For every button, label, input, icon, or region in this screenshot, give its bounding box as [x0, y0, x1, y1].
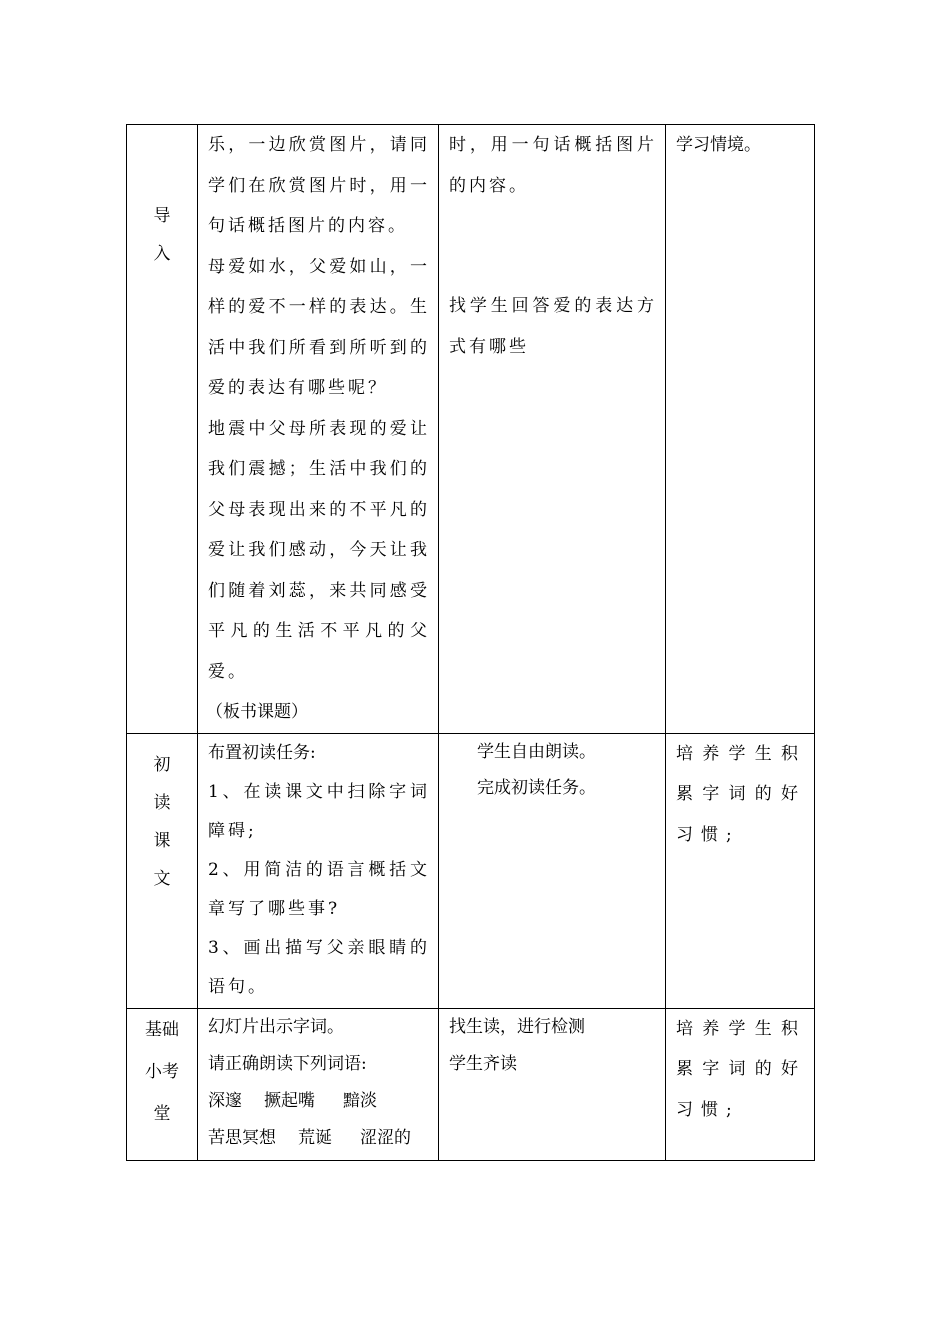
purpose-cell	[666, 1008, 815, 1160]
teacher-paragraph: 3、画出描写父亲眼睛的语句。	[208, 937, 430, 997]
student-paragraph: 时，用一句话概括图片的内容。	[449, 135, 657, 196]
vocabulary-word: 撅起嘴	[264, 1090, 315, 1111]
purpose-cell	[666, 125, 815, 734]
vocabulary-word: 苦思冥想	[208, 1127, 276, 1148]
teacher-paragraph: 1、在读课文中扫除字词障碍;	[208, 781, 430, 841]
stage-label: 文	[153, 868, 171, 889]
teacher-activity-cell	[198, 125, 439, 734]
student-activity-cell	[439, 733, 666, 1008]
stage-label: 小考	[145, 1061, 179, 1082]
student-activity-cell	[439, 1008, 666, 1160]
student-paragraph: 学生齐读	[449, 1053, 517, 1074]
stage-label: 入	[153, 244, 171, 264]
stage-cell	[127, 1008, 198, 1160]
student-paragraph: 完成初读任务。	[477, 777, 596, 798]
teacher-paragraph: 幻灯片出示字词。	[208, 1016, 344, 1037]
purpose-text: 培养学生积累字词的好习惯;	[676, 1018, 806, 1120]
teacher-activity-cell	[198, 733, 439, 1008]
stage-cell	[127, 733, 198, 1008]
stage-label: 读	[153, 792, 171, 813]
student-paragraph: 找生读，进行检测	[449, 1016, 585, 1037]
student-activity-cell	[439, 125, 666, 734]
purpose-cell	[666, 733, 815, 1008]
student-paragraph: 找学生回答爱的表达方式有哪些	[449, 296, 657, 357]
teacher-activity-cell	[198, 1008, 439, 1160]
vocabulary-word: 黯淡	[343, 1090, 377, 1111]
teacher-paragraph: 2、用简洁的语言概括文章写了哪些事?	[208, 859, 430, 919]
stage-label: 课	[153, 830, 171, 851]
teacher-paragraph: 乐，一边欣赏图片，请同学们在欣赏图片时，用一句话概括图片的内容。	[208, 135, 430, 236]
table-row	[127, 125, 815, 734]
vocabulary-word: 深邃	[208, 1090, 242, 1111]
student-paragraph: 学生自由朗读。	[477, 741, 596, 762]
table-row	[127, 1008, 815, 1160]
teacher-paragraph: （板书课题）	[206, 702, 308, 722]
purpose-text: 培养学生积累字词的好习惯;	[676, 743, 806, 845]
teacher-paragraph: 母爱如水，父爱如山，一样的爱不一样的表达。生活中我们所看到所听到的爱的表达有哪些呢？	[208, 256, 430, 398]
purpose-text: 学习情境。	[676, 135, 761, 155]
stage-cell	[127, 125, 198, 734]
stage-label: 堂	[153, 1103, 171, 1124]
table-row	[127, 733, 815, 1008]
vocabulary-word: 涩涩的	[360, 1127, 411, 1148]
stage-label: 基础	[145, 1019, 179, 1040]
stage-label: 初	[153, 754, 171, 775]
lesson-plan-table	[126, 124, 815, 1161]
word-list-line	[198, 1120, 438, 1157]
teacher-paragraph: 地震中父母所表现的爱让我们震撼；生活中我们的父母表现出来的不平凡的爱让我们感动，今天让我们随着刘蕊，来共同感受平凡的生活不平凡的父爱。	[208, 418, 430, 682]
word-list-line	[198, 1083, 438, 1120]
stage-label: 导	[153, 206, 171, 226]
vocabulary-word: 荒诞	[298, 1127, 332, 1148]
teacher-paragraph: 布置初读任务:	[208, 742, 316, 763]
teacher-paragraph: 请正确朗读下列词语:	[208, 1053, 367, 1074]
